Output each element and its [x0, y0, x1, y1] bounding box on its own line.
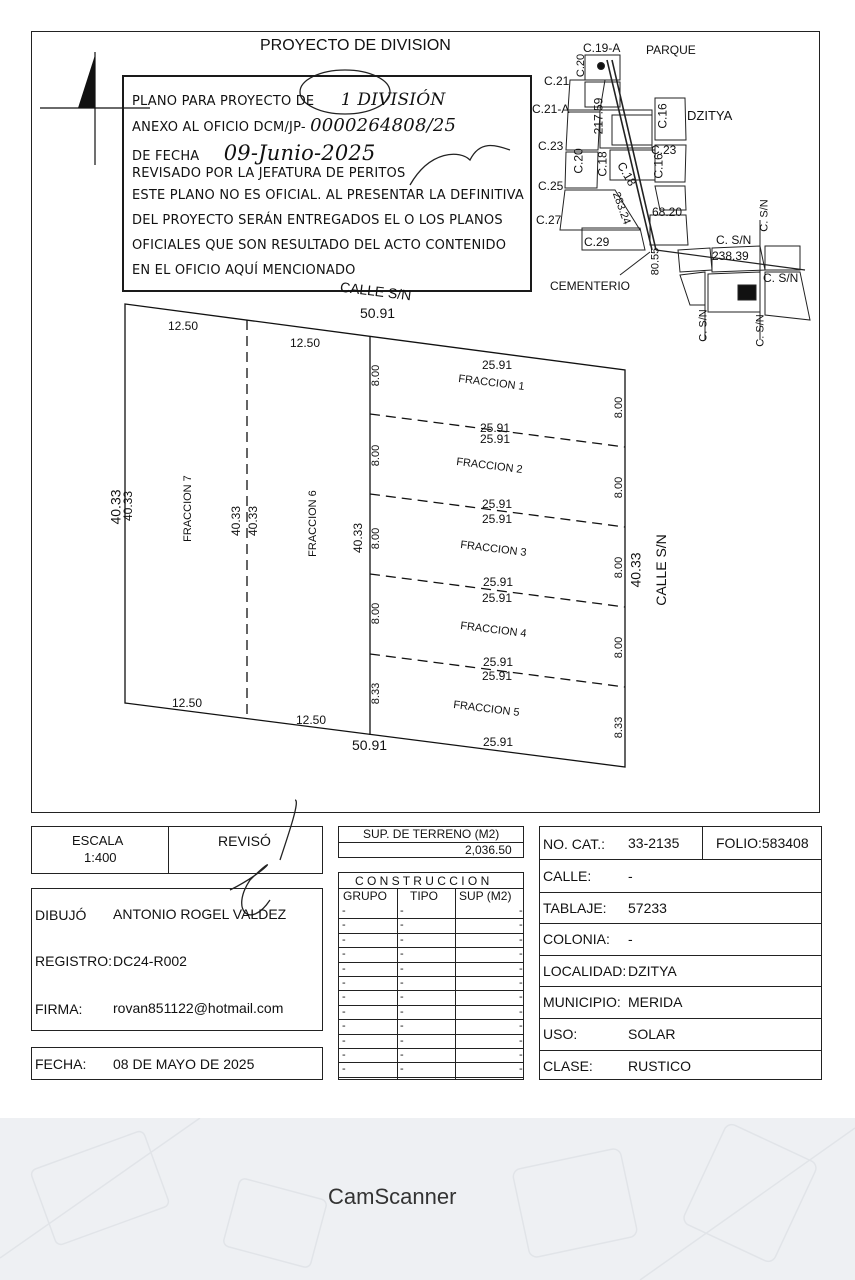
fraction-top: 25.91 — [482, 358, 513, 372]
fecha-box — [31, 1047, 323, 1080]
sup-label: SUP. DE TERRENO (M2) — [363, 827, 500, 841]
sup-value: 2,036.50 — [465, 843, 512, 857]
stamp-line3-prefix: DE FECHA — [132, 149, 200, 164]
info-value: 57233 — [628, 899, 667, 916]
map-label: C.23 — [651, 143, 677, 157]
info-value: SOLAR — [628, 1026, 676, 1042]
cons-header-tipo: TIPO — [410, 889, 439, 903]
table-row — [339, 990, 523, 991]
cons-header-grupo: GRUPO — [343, 889, 388, 903]
stamp-line2-prefix: ANEXO AL OFICIO DCM/JP- — [132, 120, 306, 135]
map-label: C.20 — [575, 53, 588, 78]
map-label: C.18 — [614, 159, 640, 189]
catastro-box — [539, 826, 822, 1080]
mid-depth-b: 40.33 — [246, 505, 261, 537]
approval-stamp — [122, 75, 532, 292]
bottom-f6-dimension: 12.50 — [296, 713, 327, 727]
map-label: DZITYA — [687, 108, 733, 123]
escala-label: ESCALA — [72, 833, 124, 848]
table-cell: - — [342, 933, 346, 946]
info-label: CLASE: — [543, 1057, 593, 1074]
table-row — [540, 1018, 821, 1019]
stamp-line1-hand: 1 DIVISIÓN — [340, 90, 446, 110]
map-label: C.20 — [571, 148, 586, 174]
info-label: CALLE: — [543, 868, 592, 884]
table-cell: - — [342, 1020, 346, 1033]
table-cell: - — [400, 1063, 404, 1076]
map-label: CEMENTERIO — [550, 279, 631, 293]
table-cell: - — [400, 1049, 404, 1061]
table-cell: - — [400, 991, 404, 1004]
table-cell: - — [400, 948, 404, 961]
fraction-label: FRACCION 1 — [457, 372, 526, 394]
dibujo-label: DIBUJÓ — [35, 907, 87, 923]
fraction-label: FRACCION 5 — [452, 698, 521, 720]
no-cat-value: 33-2135 — [628, 835, 680, 851]
map-label: C. S/N — [716, 233, 752, 247]
info-value: DZITYA — [628, 962, 677, 979]
map-label: C. S/N — [697, 309, 710, 342]
fraction-6-label: FRACCION 6 — [306, 490, 319, 557]
map-label: C. S/N — [754, 314, 767, 347]
f6-right-depth: 40.33 — [351, 522, 366, 554]
table-row — [339, 1034, 523, 1035]
table-cell: - — [519, 919, 523, 932]
fraction-top: 25.91 — [482, 669, 513, 683]
stamp-line8: EN EL OFICIO AQUÍ MENCIONADO — [132, 263, 356, 278]
table-cell: - — [342, 1049, 346, 1061]
escala-box — [31, 826, 323, 874]
table-row — [339, 1077, 523, 1078]
table-cell: - — [519, 1020, 523, 1033]
fraction-right: 8.00 — [613, 636, 626, 659]
fraction-left: 8.00 — [370, 527, 383, 550]
table-row — [339, 1005, 523, 1006]
fraction-bottom: 25.91 — [483, 655, 514, 669]
table-cell: - — [400, 1034, 404, 1047]
stamp-line7: OFICIALES QUE SON RESULTADO DEL ACTO CONTENIDO — [132, 238, 507, 253]
left-depth-b: 40.33 — [121, 490, 136, 522]
top-f7-dimension: 12.50 — [168, 319, 199, 333]
map-label: 68.20 — [652, 205, 683, 219]
stamp-line4: REVISADO POR LA JEFATURA DE PERITOS — [132, 166, 406, 181]
stamp-line3-hand: 09-Junio-2025 — [223, 141, 376, 165]
fraction-label: FRACCION 2 — [455, 455, 524, 477]
fraction-bottom: 25.91 — [483, 735, 514, 749]
scanner-footer — [0, 1118, 855, 1280]
table-row — [339, 1048, 523, 1049]
fraction-left: 8.00 — [370, 364, 383, 387]
table-cell: - — [400, 905, 404, 917]
table-cell: - — [400, 933, 404, 946]
map-label: C.18 — [595, 151, 610, 177]
table-cell: - — [519, 1063, 523, 1076]
cons-header-sup: SUP (M2) — [459, 889, 512, 903]
fraction-bottom: 25.91 — [480, 421, 511, 435]
info-label: MUNICIPIO: — [543, 994, 621, 1011]
superficie-box — [338, 826, 524, 858]
map-label: C. S/N — [763, 271, 799, 285]
left-depth-a: 40.33 — [107, 489, 124, 525]
dibujo-value: ANTONIO ROGEL VALDEZ — [113, 906, 287, 922]
table-row — [540, 923, 821, 924]
construccion-table — [338, 872, 524, 1080]
map-label: 217.59 — [591, 97, 606, 135]
info-label: TABLAJE: — [543, 899, 607, 916]
stamp-line1-prefix: PLANO PARA PROYECTO DE — [132, 94, 315, 109]
table-row — [540, 1050, 821, 1051]
fraction-label: FRACCION 4 — [459, 619, 528, 641]
table-cell: - — [519, 991, 523, 1004]
fraction-label: FRACCION 3 — [459, 538, 528, 560]
stamp-line6: DEL PROYECTO SERÁN ENTREGADOS EL O LOS PLANOS — [132, 213, 503, 228]
fraction-left: 8.00 — [370, 444, 383, 467]
fraction-right: 8.33 — [613, 716, 626, 739]
page-title: PROYECTO DE DIVISION — [260, 37, 451, 54]
table-cell: - — [342, 919, 346, 932]
map-label: PARQUE — [646, 43, 696, 57]
table-cell: - — [400, 919, 404, 932]
table-cell: - — [519, 962, 523, 975]
map-label: C.16 — [655, 103, 670, 129]
construccion-label: C O N S T R U C C I O N — [355, 874, 490, 888]
map-label: C.25 — [538, 179, 564, 193]
registro-label: REGISTRO: — [35, 953, 113, 969]
map-label: C.19-A — [583, 41, 621, 55]
table-row — [339, 976, 523, 977]
table-row — [540, 955, 821, 956]
table-cell: - — [342, 1034, 346, 1047]
fraction-right: 8.00 — [613, 556, 626, 579]
no-cat-label: NO. CAT.: — [543, 836, 605, 852]
map-label: 80.55 — [649, 247, 662, 276]
table-row — [339, 933, 523, 934]
map-label: C.23 — [538, 139, 564, 153]
info-value: - — [628, 931, 633, 948]
map-label: 283.24 — [609, 190, 633, 227]
fecha-value: 08 DE MAYO DE 2025 — [113, 1056, 255, 1072]
table-cell: - — [519, 933, 523, 946]
map-label: C.21 — [544, 74, 570, 88]
map-label: C. S/N — [758, 199, 771, 232]
brand-name: CamScanner — [328, 1184, 457, 1209]
table-row — [540, 892, 821, 893]
stamp-line5: ESTE PLANO NO ES OFICIAL. AL PRESENTAR LA DEFINITIVA — [132, 188, 524, 203]
table-cell: - — [519, 1005, 523, 1018]
bottom-f7-dimension: 12.50 — [172, 696, 203, 710]
map-label: 238.39 — [712, 249, 749, 263]
info-value: MERIDA — [628, 994, 683, 1011]
table-cell: - — [519, 948, 523, 961]
right-depth: 40.33 — [627, 552, 644, 588]
table-row — [540, 986, 821, 987]
street-top-label: CALLE S/N — [339, 278, 413, 304]
table-cell: - — [342, 905, 346, 917]
escala-value: 1:400 — [84, 850, 117, 865]
info-label: USO: — [543, 1026, 578, 1042]
table-cell: - — [342, 1063, 346, 1076]
info-label: COLONIA: — [543, 931, 610, 948]
registro-value: DC24-R002 — [113, 953, 187, 969]
mid-depth-a: 40.33 — [229, 505, 244, 537]
fraction-top: 25.91 — [482, 512, 513, 526]
table-row — [339, 962, 523, 963]
firma-label: FIRMA: — [35, 1001, 83, 1017]
table-row — [339, 1019, 523, 1020]
map-label: C.29 — [584, 235, 610, 249]
fraction-bottom: 25.91 — [482, 497, 513, 511]
info-value: RUSTICO — [628, 1057, 691, 1074]
table-cell: - — [342, 962, 346, 975]
stamp-line2-hand: 0000264808/25 — [310, 115, 457, 136]
firma-value: rovan851122@hotmail.com — [113, 1000, 284, 1016]
info-value: - — [628, 868, 633, 884]
fraction-7-label: FRACCION 7 — [181, 475, 194, 542]
table-cell: - — [519, 905, 523, 917]
fraction-top: 25.91 — [480, 432, 511, 446]
table-cell: - — [400, 1020, 404, 1033]
dibujo-box — [31, 888, 323, 1031]
table-cell: - — [342, 991, 346, 1004]
table-row — [339, 947, 523, 948]
fraction-bottom: 25.91 — [483, 575, 514, 589]
fraction-top: 25.91 — [482, 591, 513, 605]
table-cell: - — [519, 977, 523, 989]
table-cell: - — [342, 977, 346, 989]
fraction-right: 8.00 — [613, 396, 626, 419]
top-f6-dimension: 12.50 — [290, 336, 321, 350]
table-cell: - — [400, 962, 404, 975]
table-cell: - — [519, 1034, 523, 1047]
table-cell: - — [400, 977, 404, 989]
map-label: C.27 — [536, 213, 562, 227]
table-row — [339, 918, 523, 919]
bottom-total-dimension: 50.91 — [352, 737, 388, 753]
fraction-left: 8.33 — [370, 682, 383, 705]
folio-value: FOLIO:583408 — [716, 835, 809, 851]
table-cell: - — [519, 1049, 523, 1061]
table-row — [339, 1062, 523, 1063]
fraction-right: 8.00 — [613, 476, 626, 499]
table-cell: - — [342, 948, 346, 961]
top-total-dimension: 50.91 — [360, 305, 396, 321]
info-label: LOCALIDAD: — [543, 962, 627, 979]
fecha-label: FECHA: — [35, 1056, 87, 1072]
street-right-label: CALLE S/N — [652, 534, 669, 606]
table-cell: - — [400, 1005, 404, 1018]
table-cell: - — [342, 1005, 346, 1018]
map-label: C.21-A — [532, 102, 570, 116]
fraction-left: 8.00 — [370, 602, 383, 625]
reviso-label: REVISÓ — [218, 833, 271, 849]
map-label: C.16 — [651, 153, 666, 179]
